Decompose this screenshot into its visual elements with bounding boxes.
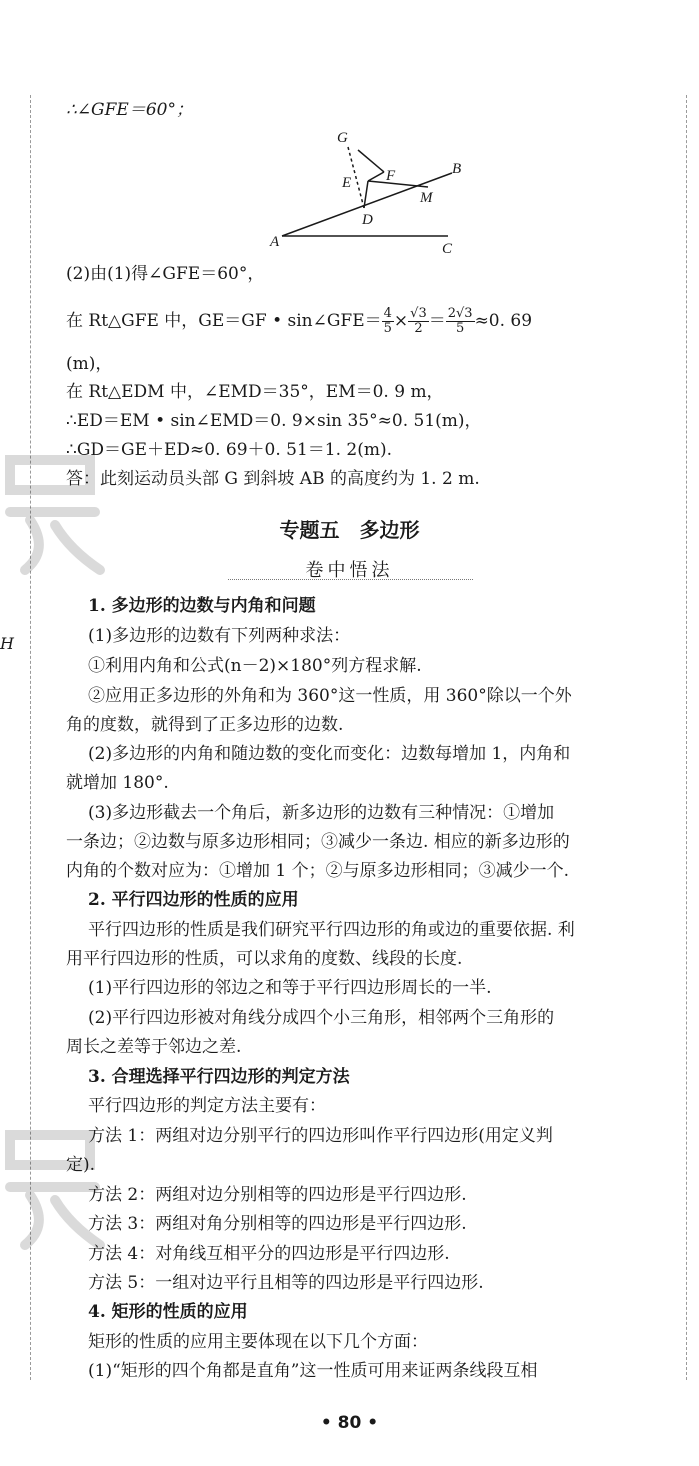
solution-line-4: (m)， [66,354,113,374]
label-d: D [362,212,373,228]
paragraph-line: 矩形的性质的应用主要体现在以下几个方面： [88,1332,428,1352]
equals-sign: ＝ [428,311,446,331]
section-subtitle: 卷中悟法 [305,560,394,581]
paragraph-line: 角的度数，就得到了正多边形的边数. [66,715,344,735]
label-g: G [337,130,348,146]
right-margin-rule [686,95,687,1380]
label-f: F [386,168,396,184]
fraction-4-5: $\frac{4}{5}$ [383,306,392,336]
solution-line-5: 在 Rt△EDM 中，∠EMD＝35°，EM＝0. 9 m， [66,382,444,402]
subtitle-rule [228,579,473,580]
paragraph-line: 方法 5：一组对边平行且相等的四边形是平行四边形. [88,1273,484,1293]
solution-line-2: (2)由(1)得∠GFE＝60°， [66,264,265,284]
geometry-figure [250,125,510,255]
paragraph-line: 周长之差等于邻边之差. [66,1037,242,1057]
solution-line-6: ∴ED＝EM • sin∠EMD＝0. 9×sin 35°≈0. 51(m)， [66,411,482,431]
label-e: E [342,175,352,191]
paragraph-line: (1)平行四边形的邻边之和等于平行四边形周长的一半. [88,978,492,998]
label-m: M [420,190,433,206]
fraction-2sqrt3-5: $\frac{2√3}{5}$ [447,306,473,336]
paragraph-line: 内角的个数对应为：①增加 1 个；②与原多边形相同；③减少一个. [66,861,570,881]
paragraph-line: 方法 1：两组对边分别平行的四边形叫作平行四边形(用定义判 [88,1126,553,1146]
heading-2: 2. 平行四边形的性质的应用 [88,890,299,910]
solution-answer: 答：此刻运动员头部 G 到斜坡 AB 的高度约为 1. 2 m. [66,469,480,489]
solution-line-3 [66,306,676,336]
paragraph-line: 方法 2：两组对边分别相等的四边形是平行四边形. [88,1185,467,1205]
fraction-sqrt3-2: $\frac{√3}{2}$ [410,306,427,336]
paragraph-line: 用平行四边形的性质，可以求角的度数、线段的长度. [66,949,463,969]
solution-line-3-text: 在 Rt△GFE 中，GE＝GF • sin∠GFE＝ [66,311,382,331]
margin-letter: H [0,634,14,653]
solution-line-1: ∴∠GFE＝60°； [66,100,193,120]
paragraph-line: 平行四边形的性质是我们研究平行四边形的角或边的重要依据. 利 [88,920,575,940]
paragraph-line: ②应用正多边形的外角和为 360°这一性质，用 360°除以一个外 [88,686,572,706]
page-number: • 80 • [320,1413,379,1433]
heading-1: 1. 多边形的边数与内角和问题 [88,596,316,616]
heading-4: 4. 矩形的性质的应用 [88,1302,248,1322]
label-c: C [442,241,453,255]
heading-3: 3. 合理选择平行四边形的判定方法 [88,1067,350,1087]
paragraph-line: (3)多边形截去一个角后，新多边形的边数有三种情况：①增加 [88,803,555,823]
solution-line-7: ∴GD＝GE＋ED≈0. 69＋0. 51＝1. 2(m). [66,440,393,460]
solution-line-3-end: ≈0. 69 [474,311,533,331]
paragraph-line: 平行四边形的判定方法主要有： [88,1096,326,1116]
paragraph-line: 定). [66,1155,96,1175]
paragraph-line: (2)平行四边形被对角线分成四个小三角形，相邻两个三角形的 [88,1008,555,1028]
section-title: 专题五 多边形 [279,518,420,542]
paragraph-line: (2)多边形的内角和随边数的变化而变化：边数每增加 1，内角和 [88,744,571,764]
paragraph-line: 一条边；②边数与原多边形相同；③减少一条边. 相应的新多边形的 [66,832,570,852]
paragraph-line: 方法 4：对角线互相平分的四边形是平行四边形. [88,1244,450,1264]
paragraph-line: (1)“矩形的四个角都是直角”这一性质可用来证两条线段互相 [88,1361,538,1381]
paragraph-line: 方法 3：两组对角分别相等的四边形是平行四边形. [88,1214,467,1234]
label-b: B [452,161,462,177]
times-sign: × [393,311,409,331]
paragraph-line: ①利用内角和公式(n－2)×180°列方程求解. [88,656,422,676]
paragraph-line: 就增加 180°. [66,773,169,793]
paragraph-line: (1)多边形的边数有下列两种求法： [88,626,351,646]
label-a: A [270,234,280,250]
